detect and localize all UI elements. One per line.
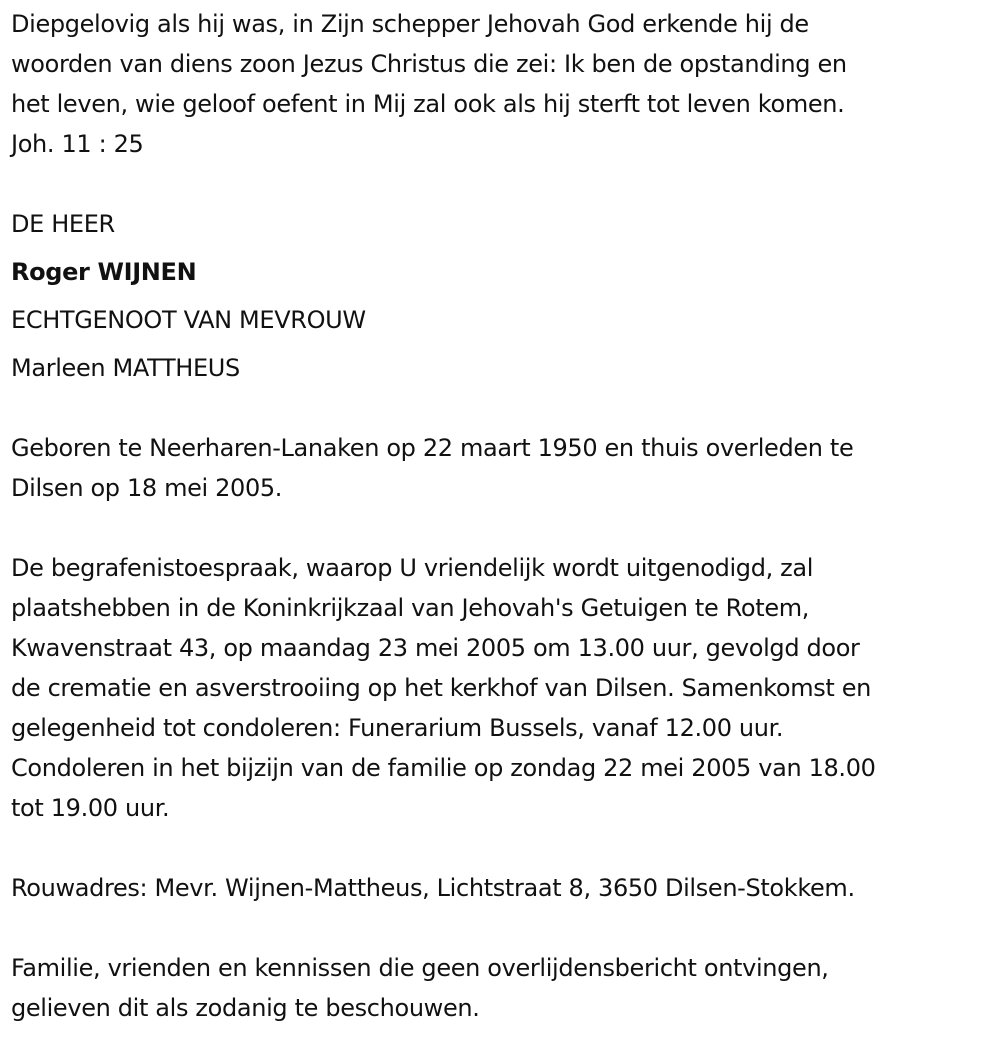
spouse-name: Marleen MATTHEUS [11, 354, 240, 382]
mourning-address [11, 868, 996, 908]
spacer [11, 392, 996, 428]
quote-line: woorden van diens zoon Jezus Christus die zei: Ik ben de opstanding en [11, 50, 847, 78]
death-notice [11, 4, 996, 1028]
birth-death-paragraph [11, 428, 996, 508]
bible-reference: Joh. 11 : 25 [11, 130, 144, 158]
birth-death-line: Geboren te Neerharen-Lanaken op 22 maart 1950 en thuis overleden te [11, 434, 854, 462]
funeral-line: plaatshebben in de Koninkrijkzaal van Jehovah's Getuigen te Rotem, [11, 594, 810, 622]
funeral-line: tot 19.00 uur. [11, 794, 170, 822]
funeral-line: Condoleren in het bijzijn van de familie op zondag 22 mei 2005 van 18.00 [11, 754, 876, 782]
quote-line: het leven, wie geloof oefent in Mij zal ook als hij sterft tot leven komen. [11, 90, 845, 118]
funeral-line: de crematie en asverstrooiing op het kerkhof van Dilsen. Samenkomst en [11, 674, 872, 702]
spacer [11, 908, 996, 948]
closing-line: Familie, vrienden en kennissen die geen overlijdensbericht ontvingen, [11, 954, 829, 982]
funeral-line: Kwavenstraat 43, op maandag 23 mei 2005 om 13.00 uur, gevolgd door [11, 634, 860, 662]
closing-paragraph [11, 948, 996, 1028]
funeral-line: De begrafenistoespraak, waarop U vriendelijk wordt uitgenodigd, zal [11, 554, 814, 582]
spacer [11, 508, 996, 548]
spacer [11, 828, 996, 868]
quote-line: Diepgelovig als hij was, in Zijn schepper Jehovah God erkende hij de [11, 10, 809, 38]
spacer [11, 164, 996, 204]
deceased-relation: ECHTGENOOT VAN MEVROUW [11, 306, 366, 334]
funeral-line: gelegenheid tot condoleren: Funerarium Bussels, vanaf 12.00 uur. [11, 714, 784, 742]
birth-death-line: Dilsen op 18 mei 2005. [11, 474, 283, 502]
closing-line: gelieven dit als zodanig te beschouwen. [11, 994, 480, 1022]
deceased-title: DE HEER [11, 210, 115, 238]
deceased-block [11, 200, 996, 392]
mourning-address-line: Rouwadres: Mevr. Wijnen-Mattheus, Lichtstraat 8, 3650 Dilsen-Stokkem. [11, 874, 855, 902]
deceased-name: Roger WIJNEN [11, 258, 197, 286]
funeral-paragraph [11, 548, 996, 828]
quote-paragraph [11, 4, 996, 164]
